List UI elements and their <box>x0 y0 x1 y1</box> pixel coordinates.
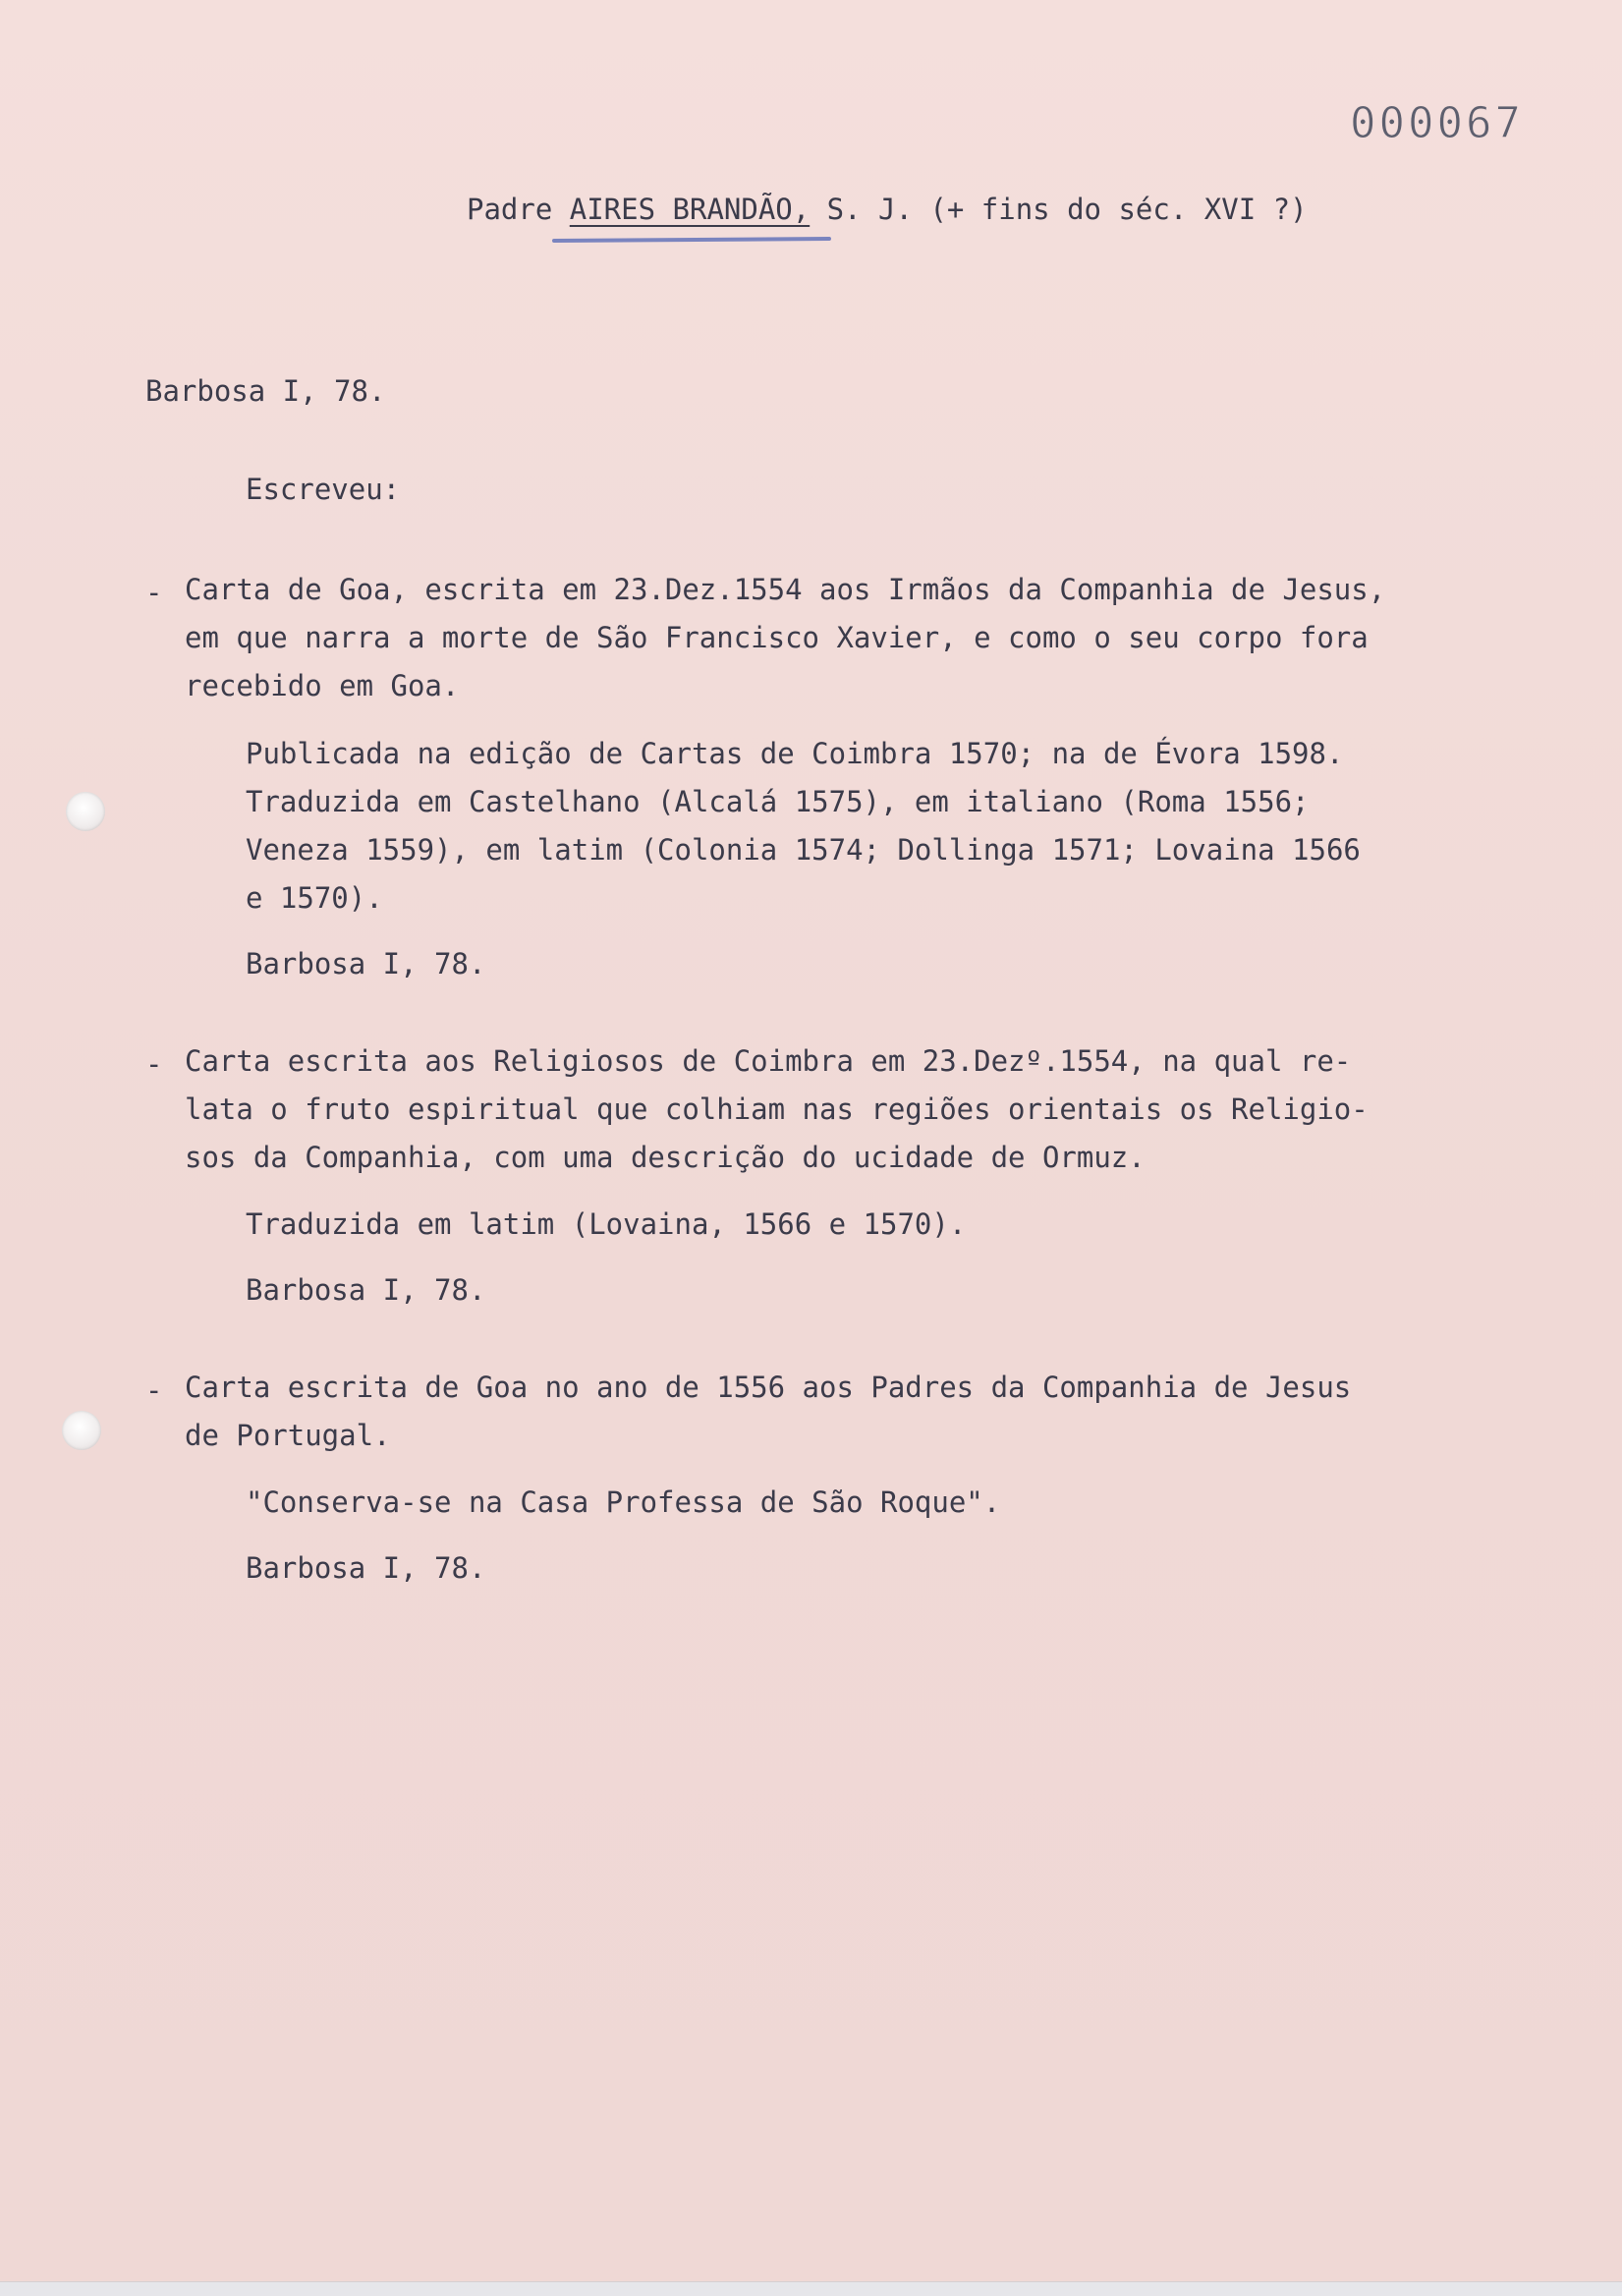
intro-label: Escreveu: <box>246 473 401 506</box>
entry-text: Carta escrita aos Religiosos de Coimbra em 23.Dezº.1554, na qual re- lata o fruto espiritual que colhiam nas regiões orientais os Religio- sos da Companhia, com uma descrição do ucidade de Ormuz. <box>185 1044 1369 1174</box>
author-name: AIRES BRANDÃO, <box>569 193 811 226</box>
entry-bullet: - <box>145 1373 163 1407</box>
entry-reference: Barbosa I, 78. <box>246 947 486 980</box>
punch-hole <box>62 1411 101 1450</box>
title-suffix: S. J. (+ fins do séc. XVI ?) <box>810 193 1308 226</box>
reference-line: Barbosa I, 78. <box>145 374 386 408</box>
entry-text: Carta escrita de Goa no ano de 1556 aos Padres da Companhia de Jesus de Portugal. <box>185 1371 1352 1452</box>
scan-edge <box>0 2281 1622 2296</box>
entry-bullet: - <box>145 1047 163 1081</box>
entry-text: Carta de Goa, escrita em 23.Dez.1554 aos Irmãos da Companhia de Jesus, em que narra a morte de São Francisco Xavier, e como o seu corpo fora recebido em Goa. <box>185 573 1386 702</box>
entry-reference: Barbosa I, 78. <box>246 1273 486 1307</box>
entry-note: Traduzida em latim (Lovaina, 1566 e 1570). <box>246 1207 967 1241</box>
entry-reference: Barbosa I, 78. <box>246 1551 486 1585</box>
entry-note: Publicada na edição de Cartas de Coimbra 1570; na de Évora 1598. Traduzida em Castelhano (Alcalá 1575), em italiano (Roma 1556; Veneza 1559), em latim (Colonia 1574; Dollinga 1571; Lovaina 1566 e 1570). <box>246 737 1361 915</box>
title-prefix: Padre <box>467 193 570 226</box>
page-title <box>467 193 1308 226</box>
entry-bullet: - <box>145 576 163 609</box>
page-number-stamp: 000067 <box>1350 98 1524 148</box>
entry-note: "Conserva-se na Casa Professa de São Roque". <box>246 1485 1001 1519</box>
punch-hole <box>66 792 105 831</box>
